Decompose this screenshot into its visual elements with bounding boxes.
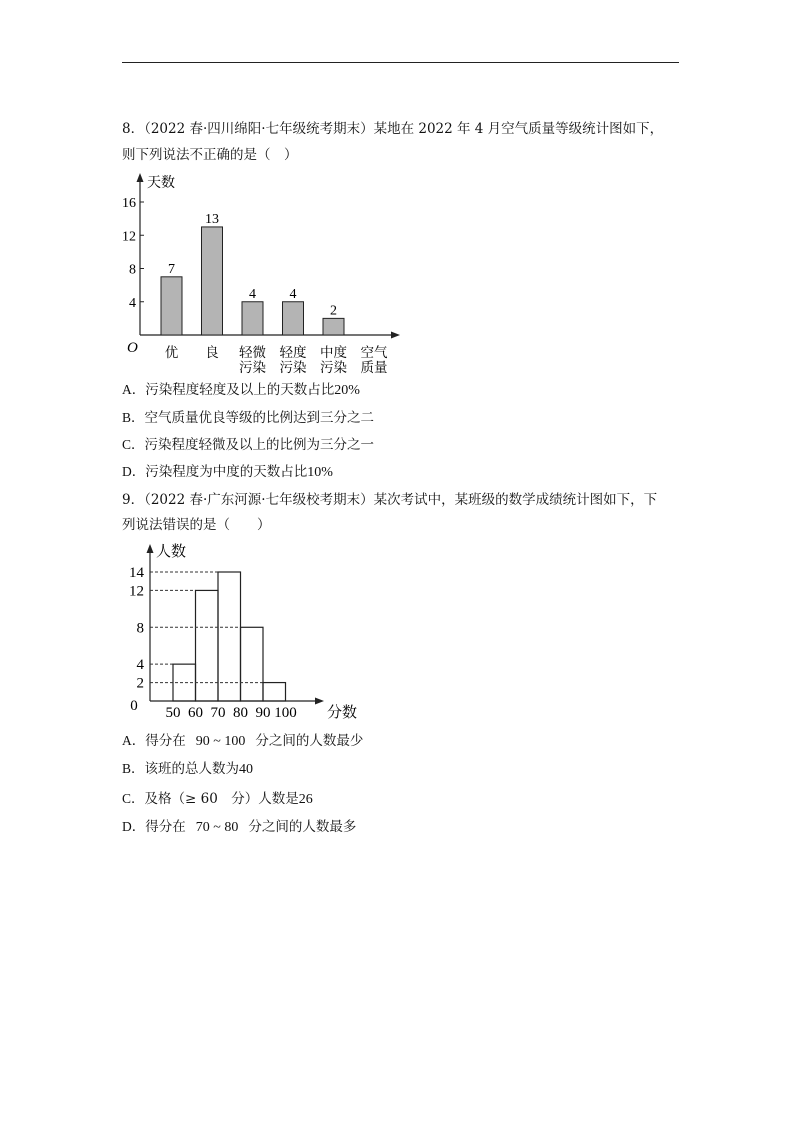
y-tick-label: 8 — [129, 262, 136, 278]
q9-option-b[interactable] — [122, 760, 253, 779]
x-tick-label: 50 — [165, 705, 181, 721]
header-rule — [122, 62, 679, 63]
q9-option-c-math: 26 — [298, 792, 313, 807]
bar — [323, 318, 344, 335]
y-tick-label: 12 — [122, 229, 136, 245]
histogram-bar — [241, 627, 264, 701]
q8-option-b[interactable] — [122, 409, 374, 427]
q9-option-d-math: 70 ~ 80 — [195, 820, 239, 835]
q8-stem-line1: 8．（2022 春·四川绵阳·七年级统考期末）某地在 2022 年 4 月空气质量等级统计图如下， — [122, 121, 664, 137]
origin-label: O — [127, 340, 138, 356]
x-category-label: 轻微 — [239, 345, 266, 361]
q9-option-a-post: 分之间的人数最少 — [255, 733, 364, 749]
y-axis-label: 人数 — [156, 542, 187, 560]
y-tick-label: 14 — [129, 565, 144, 581]
histogram-bar — [218, 572, 241, 701]
y-tick-label: 4 — [136, 657, 144, 674]
histogram-bar — [196, 590, 219, 701]
q9-option-d-post: 分之间的人数最多 — [248, 819, 357, 835]
math-score-histogram — [112, 536, 362, 724]
x-category-label: 污染 — [279, 360, 307, 376]
x-tick-label: 70 — [210, 705, 226, 721]
x-tick-label: 90 — [255, 705, 271, 721]
q9-option-b-pre: 该班的总人数为 — [144, 761, 240, 777]
q9-option-b-math: 40 — [239, 762, 254, 777]
y-axis-arrow — [137, 173, 144, 182]
q8-option-a-label: A． — [122, 382, 146, 397]
q9-stem-line1: 9．（2022 春·广东河源·七年级校考期末）某次考试中，某班级的数学成绩统计图如下，下 — [122, 492, 658, 508]
x-tick-label: 60 — [188, 705, 203, 721]
y-tick-label: 8 — [136, 620, 144, 637]
q8-option-a[interactable] — [122, 381, 360, 400]
q8-option-c[interactable] — [122, 436, 374, 454]
x-tick-label: 80 — [233, 705, 248, 721]
origin-label: 0 — [130, 698, 138, 714]
x-axis-label: 空气 — [360, 345, 388, 361]
q8-option-a-math: 20% — [334, 383, 360, 398]
q8-option-d-label: D． — [122, 464, 146, 479]
q9-option-d-pre: 得分在 — [145, 819, 186, 835]
bar-data-label: 4 — [249, 286, 256, 302]
q8-option-d-math: 10% — [307, 465, 333, 480]
q8-option-b-label: B． — [122, 410, 145, 425]
q9-option-c-label: C． — [122, 791, 145, 806]
x-category-label: 优 — [164, 345, 179, 361]
q8-option-d-text: 污染程度为中度的天数占比 — [145, 464, 308, 480]
q9-option-c-pre: 及格（≥ 60 分）人数是 — [144, 791, 299, 807]
x-axis-arrow — [315, 698, 324, 705]
bar-data-label: 13 — [205, 211, 219, 227]
x-category-label: 轻度 — [279, 345, 307, 361]
x-category-label: 中度 — [320, 345, 347, 361]
q8-option-c-label: C． — [122, 437, 145, 452]
q9-option-d[interactable] — [122, 818, 356, 837]
q9-option-c[interactable] — [122, 790, 313, 809]
x-tick-label: 100 — [274, 705, 297, 721]
bar-data-label: 7 — [168, 261, 175, 277]
bar — [283, 302, 304, 335]
y-tick-label: 2 — [136, 675, 144, 692]
y-tick-label: 16 — [122, 196, 136, 211]
q9-option-a-label: A． — [122, 733, 146, 748]
q9-option-a[interactable] — [122, 732, 363, 751]
y-axis-label: 天数 — [147, 175, 175, 191]
q8-option-d[interactable] — [122, 463, 333, 482]
x-axis-arrow — [391, 332, 400, 339]
bar — [161, 277, 182, 335]
y-axis-arrow — [147, 544, 154, 553]
x-category-label: 污染 — [320, 360, 347, 376]
q9-option-d-label: D． — [122, 819, 146, 834]
y-tick-label: 12 — [129, 583, 144, 600]
bar — [242, 302, 263, 335]
y-tick-label: 4 — [129, 295, 136, 311]
q9-stem-line2: 列说法错误的是（ ） — [122, 517, 271, 533]
q8-option-a-text: 污染程度轻度及以上的天数占比 — [145, 382, 335, 398]
air-quality-bar-chart — [118, 168, 418, 380]
x-category-label: 污染 — [239, 360, 266, 376]
q8-option-b-text: 空气质量优良等级的比例达到三分之二 — [144, 410, 375, 426]
bar — [202, 227, 223, 335]
x-axis-label: 质量 — [360, 360, 388, 376]
q8-stem-line2: 则下列说法不正确的是（ ） — [122, 147, 298, 163]
x-axis-label: 分数 — [327, 703, 358, 721]
bar-data-label: 2 — [330, 303, 337, 319]
q9-option-a-math: 90 ~ 100 — [195, 734, 246, 749]
q9-option-b-label: B． — [122, 761, 145, 776]
bar-data-label: 4 — [289, 286, 297, 302]
histogram-bar — [263, 683, 286, 701]
q8-option-c-text: 污染程度轻微及以上的比例为三分之一 — [144, 437, 375, 453]
x-category-label: 良 — [205, 345, 219, 361]
q9-option-a-pre: 得分在 — [145, 733, 186, 749]
